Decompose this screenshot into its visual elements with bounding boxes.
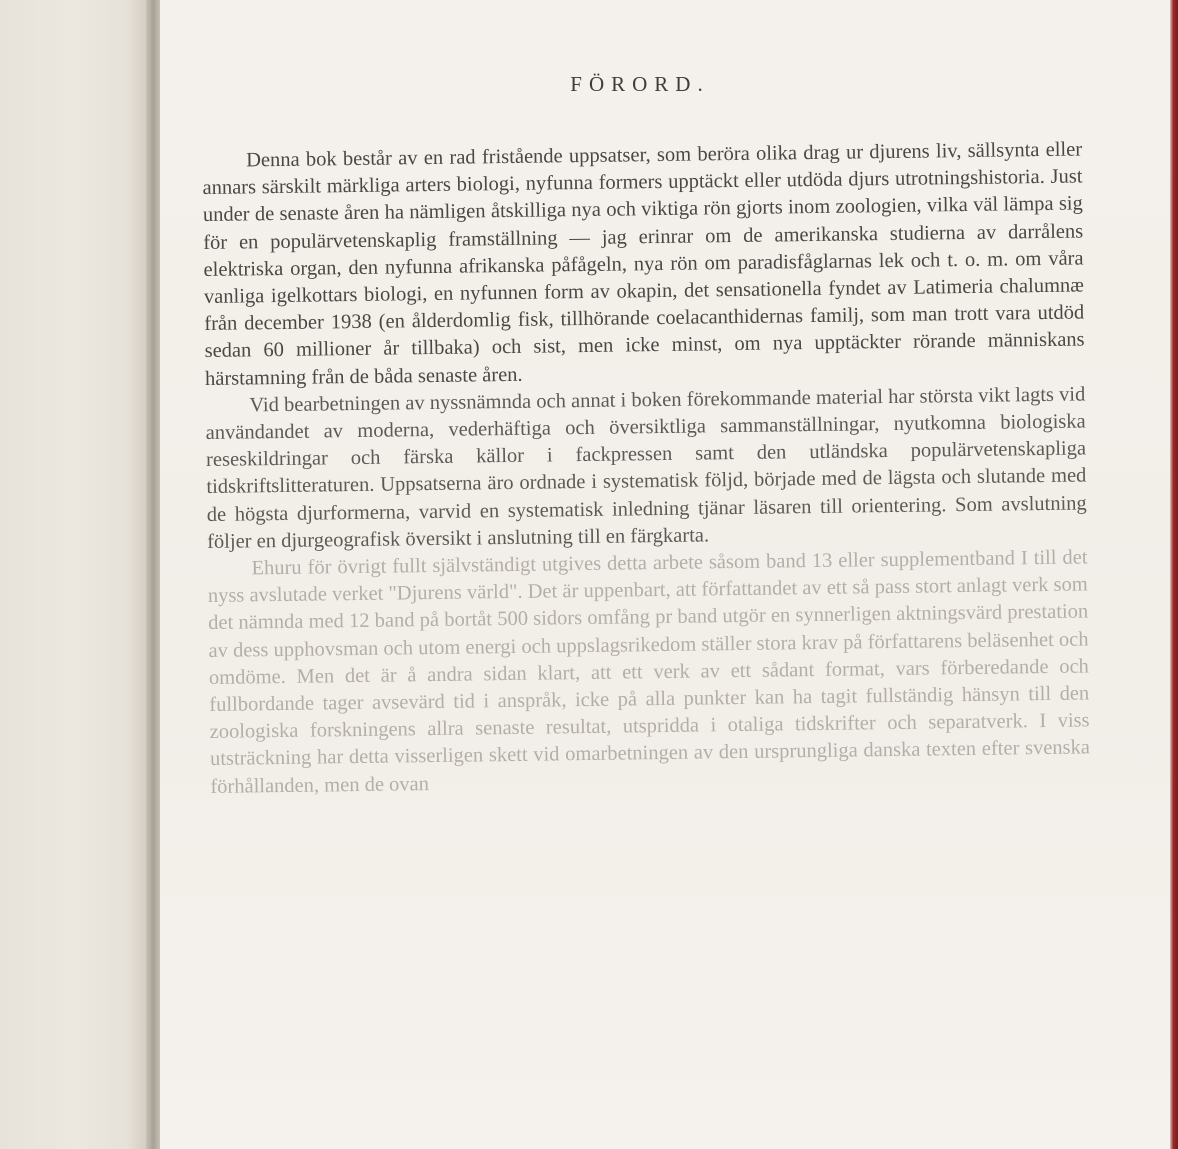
left-page (0, 0, 150, 1149)
paragraph-3: Ehuru för övrigt fullt självständigt utgives detta arbete såsom band 13 eller supplementband I till det nyss avslutade verket "Djurens värld". Det är uppenbart, att författandet av ett så pass stort anlagt verk som det nämnda med 12 band på bortåt 500 sidors omfång pr band utgör en synnerligen aktningsvärd prestation av dess upphovsman och utom energi och uppslagsrikedom ställer stora krav på författarens beläsenhet och omdöme. Men det är å andra sidan klart, att ett verk av ett sådant format, vars förberedande och fullbordande tager avsevärd tid i anspråk, icke på alla punkter kan ha tagit fullständig hänsyn till den zoologiska forskningens allra senaste resultat, utspridda i otaliga tidskrifter och separatverk. I viss utsträckning har detta visserligen skett vid omarbetningen av den ursprungliga danska texten efter svenska förhållanden, men de ovan (207, 546, 1091, 798)
paragraph-1: Denna bok består av en rad fristående uppsatser, som beröra olika drag ur djurens liv, sällsynta eller annars särskilt märkliga arters biologi, nyfunna formers upptäckt eller utdöda djurs utrotningshistoria. Just under de senaste åren ha nämligen åtskilliga nya och viktiga rön gjorts inom zoologien, vilka väl lämpa sig för en populärvetenskaplig framställning — jag erinrar om de amerikanska studierna av darrålens elektriska organ, den nyfunna afrikanska påfågeln, nya rön om paradisfåglarnas lek och t. o. m. om våra vanliga igelkottars biologi, en nyfunnen form av okapin, det sensationella fyndet av Latimeria chalumnæ från december 1938 (en ålderdomlig fisk, tillhörande coelacanthidernas familj, som man trott vara utdöd sedan 60 millioner år tillbaka) och sist, men icke minst, om nya upptäckter rörande människans härstamning från de båda senaste åren. (202, 138, 1085, 390)
red-cover-edge (1170, 0, 1178, 1149)
body-text (202, 136, 1090, 800)
paragraph-2: Vid bearbetningen av nyssnämnda och annat i boken förekommande material har största vikt lagts vid användandet av moderna, vederhäftiga och översiktliga sammanställningar, nyutkomna biologiska reseskildringar och färska källor i fackpressen samt den utländska populärvetenskapliga tidskriftslitteraturen. Uppsatserna äro ordnade i systematisk följd, började med de lägsta och slutande med de högsta djurformerna, varvid en systematisk inledning tjänar läsaren till orientering. Som avslutning följer en djurgeografisk översikt i anslutning till en färgkarta. (205, 383, 1087, 553)
page-title: FÖRORD. (570, 72, 710, 96)
